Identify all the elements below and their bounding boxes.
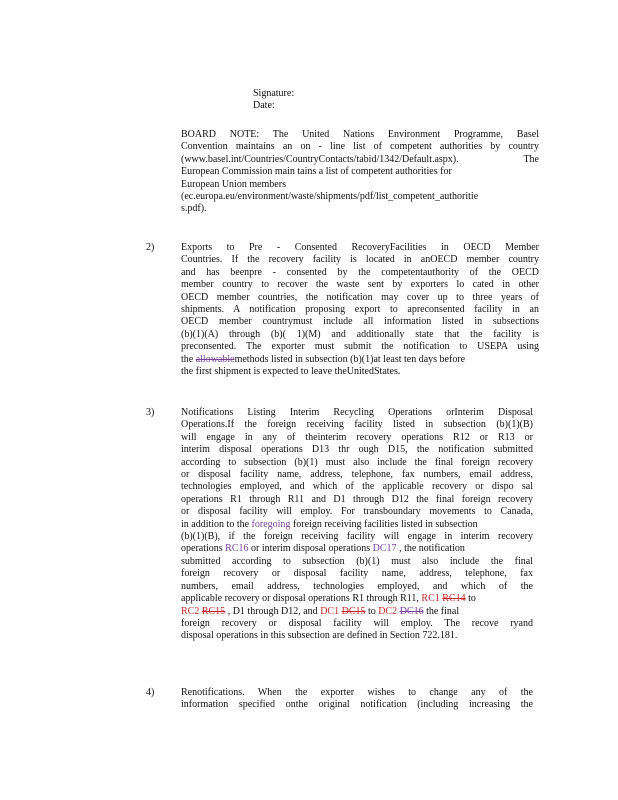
section-line: (b)(1)(A) through (b)( 1)(M) and additionally state that the facility is: [181, 328, 539, 340]
section-3-body: [181, 407, 533, 643]
section-line: [181, 354, 539, 366]
board-note-line: s.pdf).: [181, 203, 207, 215]
inserted-word: foregoing: [251, 518, 291, 530]
signature-block: [253, 88, 373, 113]
board-note-line: BOARD NOTE: The United Nations Environment Programme, Basel: [181, 129, 539, 140]
section-line: RC2 RC15 , D1 through D12, and DC1 DC15 to DC2 DC16 the final: [181, 605, 460, 617]
deleted-code: DC15: [341, 605, 366, 617]
date-label: Date:: [253, 100, 275, 112]
section-line: foreign recovery or disposal facility will employ. The recove ryand: [181, 617, 533, 629]
inserted-code: RC1: [421, 593, 440, 605]
deleted-code: RC15: [201, 605, 226, 617]
board-note-line: Convention maintains an on - line list of competent authorities by country: [181, 141, 539, 153]
section-line: interim disposal operations D13 thr ough D15, the notification submitted: [181, 444, 533, 456]
section-line: shipments. A notification proposing export to apreconsented facility in an: [181, 304, 539, 316]
board-note: [181, 129, 539, 216]
section-line: OECD member countrymust include all information listed in subsections: [181, 316, 539, 328]
section-number: 2): [146, 242, 155, 253]
section-line: submitted according to subsection (b)(1) must also include the final: [181, 555, 533, 567]
section-line: will engage in any of theinterim recovery operations R12 or R13 or: [181, 431, 533, 443]
section-line: operations R1 through R11 and D1 through D12 the final foreign recovery: [181, 493, 533, 505]
section-line: Exports to Pre - Consented RecoveryFacilities in OECD Member: [181, 242, 539, 253]
section-line: and has beenpre - consented by the competentauthority of the OECD: [181, 266, 539, 278]
section-line: OECD member countries, the notification may cover up to three years of: [181, 291, 539, 303]
line-start: the: [181, 353, 196, 365]
inserted-code: RC16: [225, 543, 249, 555]
deleted-code: DC16: [399, 605, 424, 617]
inserted-code: DC2: [378, 605, 398, 617]
section-number: 4): [146, 687, 155, 698]
section-2-body: [181, 242, 539, 378]
section-line: technologies employed, and which of the applicable recovery or dispo sal: [181, 481, 533, 493]
section-line: or disposal facility will employ. For transboundary movements to Canada,: [181, 506, 533, 518]
section-line: numbers, email address, technologies employed, and which of the: [181, 580, 533, 592]
section-line: Countries. If the recovery facility is located in anOECD member country: [181, 254, 539, 266]
board-note-line: (ec.europa.eu/environment/waste/shipments/pdf/list_competent_authoritie: [181, 191, 479, 203]
section-4-body: [181, 687, 533, 712]
section-line: the first shipment is expected to leave theUnitedStates.: [181, 366, 401, 378]
section-line: applicable recovery or disposal operations R1 through R11, RC1 RC14 to: [181, 593, 476, 605]
section-line: disposal operations in this subsection are defined in Section 722.181.: [181, 630, 458, 642]
section-line: operations RC16 or interim disposal operations DC17 , the notification: [181, 543, 465, 555]
section-line: Renotifications. When the exporter wishes to change any of the: [181, 687, 533, 698]
deleted-word: allowable: [195, 353, 235, 365]
deleted-code: RC14: [442, 593, 466, 605]
section-line: Operations.If the foreign receiving facility listed in subsection (b)(1)(B): [181, 419, 533, 431]
line-end: methods listed in subsection (b)(1)at least ten days before: [234, 353, 466, 365]
section-line: according to subsection (b)(1) must also include the final foreign recovery: [181, 456, 533, 468]
section-line: information specified onthe original notification (including increasing the: [181, 699, 533, 711]
board-note-line: European Union members: [181, 178, 286, 190]
inserted-code: RC2: [181, 605, 200, 617]
section-line: (b)(1)(B), if the foreign receiving facility will engage in interim recovery: [181, 531, 533, 543]
inserted-code: DC1: [320, 605, 340, 617]
section-line: foreign recovery or disposal facility name, address, telephone, fax: [181, 568, 533, 580]
signature-label: Signature:: [253, 88, 295, 99]
section-number: 3): [146, 407, 155, 418]
inserted-code: DC17: [372, 543, 397, 555]
board-note-line: (www.basel.int/Countries/CountryContacts/tabid/1342/Default.aspx). The: [181, 153, 539, 165]
section-line: Notifications Listing Interim Recycling Operations orInterim Disposal: [181, 407, 533, 418]
section-line: in addition to the foregoing foreign receiving facilities listed in subsection: [181, 518, 478, 530]
section-line: member country to recover the waste sent by exporters lo cated in other: [181, 279, 539, 291]
board-note-line: European Commission main tains a list of competent authorities for: [181, 166, 452, 178]
section-line: or disposal facility name, address, telephone, fax numbers, email address,: [181, 469, 533, 481]
section-line: preconsented. The exporter must submit the notification to USEPA using: [181, 341, 539, 353]
